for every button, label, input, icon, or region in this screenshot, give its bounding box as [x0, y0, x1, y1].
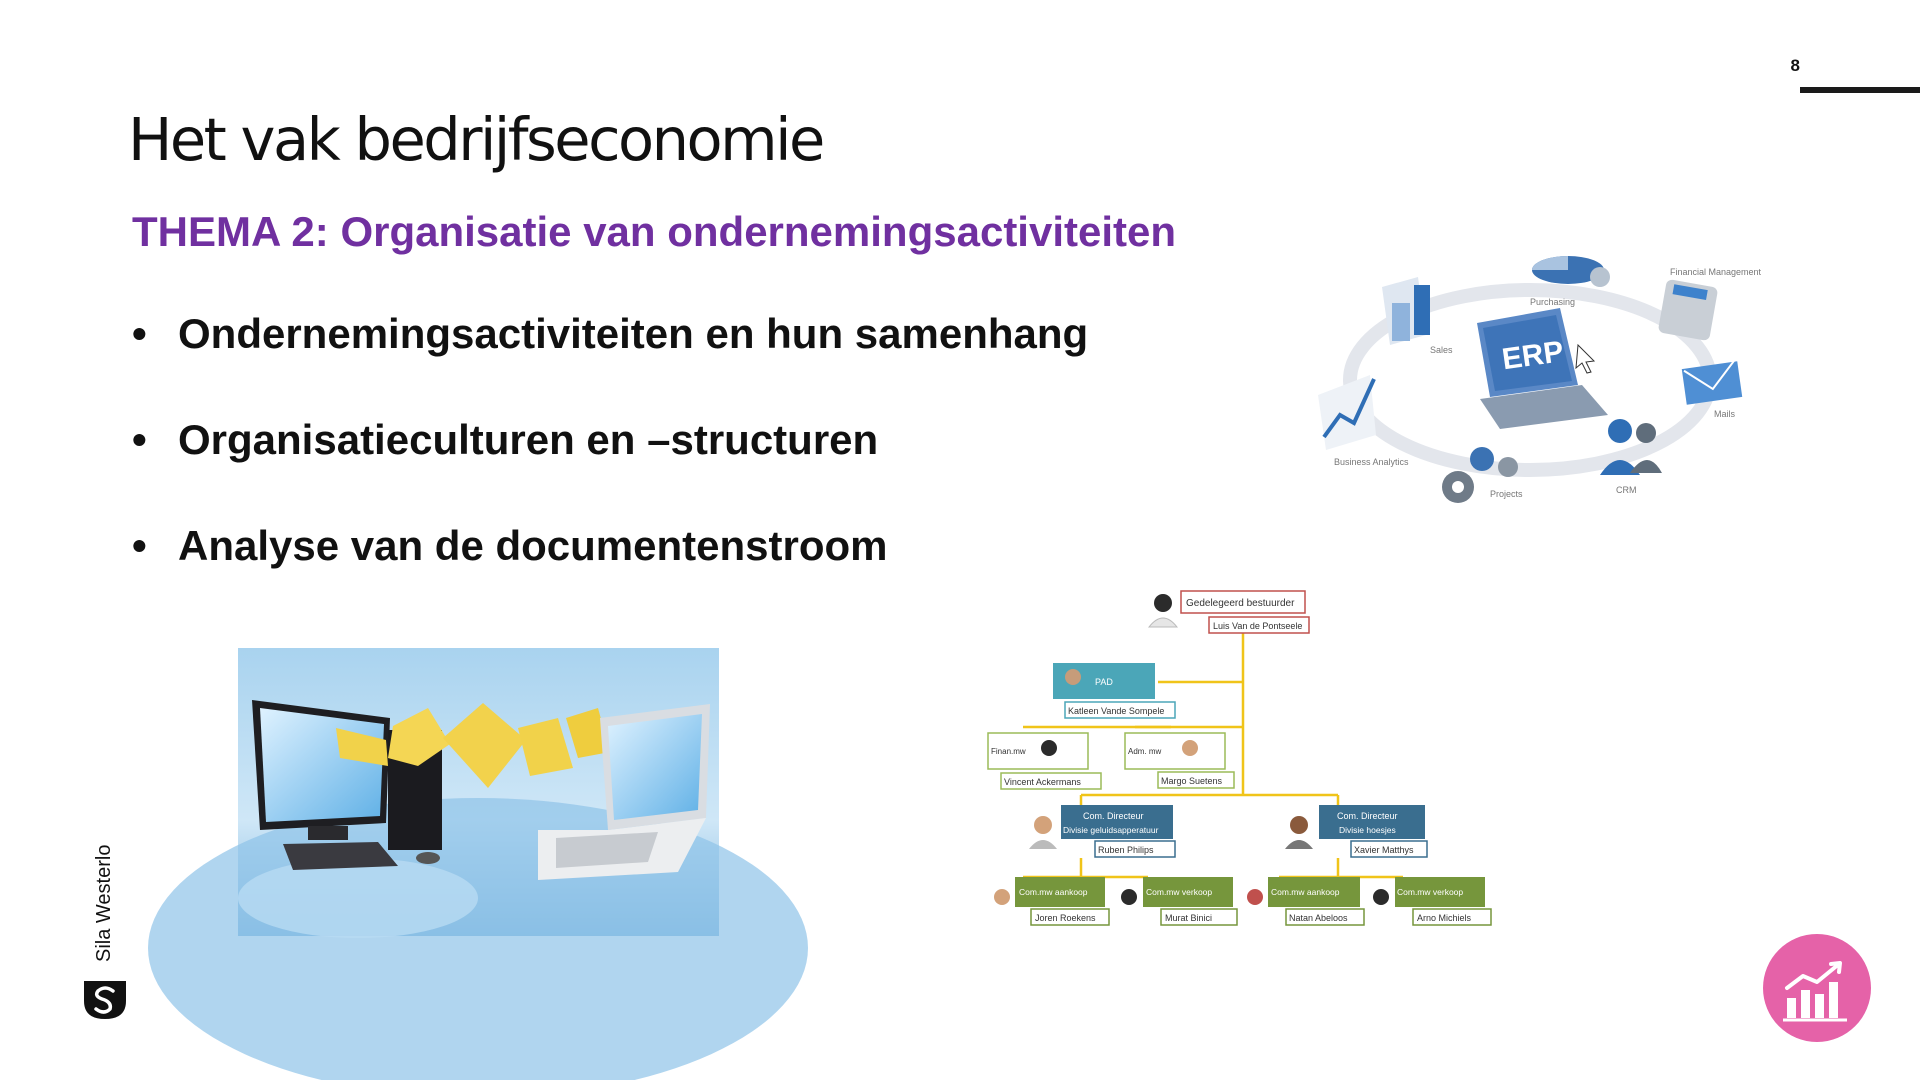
staff-avatar [994, 889, 1010, 905]
dir1-role1-text: Com. Directeur [1083, 811, 1144, 821]
staff-role-text: Com.mw aankoop [1271, 887, 1340, 897]
dir2-name-text: Xavier Matthys [1354, 845, 1414, 855]
org-chart [983, 585, 1495, 933]
finan-role-text: Finan.mw [991, 747, 1026, 756]
staff-avatar [1247, 889, 1263, 905]
top-avatar [1154, 594, 1172, 612]
bullet-dot: • [132, 522, 147, 569]
brand-logo-icon [80, 979, 130, 1021]
erp-center-label: ERP [1499, 335, 1566, 377]
staff-name-text: Natan Abeloos [1289, 913, 1348, 923]
erp-module-projects: Projects [1490, 489, 1523, 499]
globe-land [238, 858, 478, 938]
erp-module-sales: Sales [1430, 345, 1453, 355]
erp-diagram [1310, 245, 1762, 515]
page-number-rule [1800, 87, 1920, 93]
staff-avatar [1373, 889, 1389, 905]
bullet-list [132, 310, 1088, 628]
dir2-role1-text: Com. Directeur [1337, 811, 1398, 821]
bullet-item [132, 416, 1088, 522]
pad-avatar [1065, 669, 1081, 685]
purchasing-icon [1532, 256, 1610, 287]
slide-subtitle: THEMA 2: Organisatie van ondernemingsactiviteiten [132, 208, 1177, 255]
dir1-role2-text: Divisie geluidsapperatuur [1063, 825, 1159, 835]
top-role-text: Gedelegeerd bestuurder [1186, 598, 1295, 609]
pad-role-text: PAD [1095, 677, 1113, 687]
adm-name-text: Margo Suetens [1161, 776, 1223, 786]
dir1-avatar [1034, 816, 1052, 834]
dir2-role2-text: Divisie hoesjes [1339, 825, 1396, 835]
bullet-text: Organisatieculturen en –structuren [178, 416, 879, 463]
staff-name-text: Arno Michiels [1417, 913, 1472, 923]
dir1-name-text: Ruben Philips [1098, 845, 1154, 855]
file-transfer-image [238, 648, 719, 936]
chart-badge-icon [1763, 934, 1871, 1042]
bullet-text: Analyse van de documentenstroom [178, 522, 888, 569]
top-name-text: Luis Van de Pontseele [1213, 621, 1303, 631]
staff-role-text: Com.mw aankoop [1019, 887, 1088, 897]
staff-avatar [1121, 889, 1137, 905]
bullet-text: Ondernemingsactiviteiten en hun samenhang [178, 310, 1089, 357]
adm-avatar [1182, 740, 1198, 756]
bullet-item [132, 310, 1088, 416]
erp-module-financial: Financial Management [1670, 267, 1762, 277]
calculator-icon [1658, 279, 1719, 341]
slide-title: Het vak bedrijfseconomie [128, 105, 823, 174]
cursor-icon [1576, 345, 1594, 373]
dir2-avatar [1290, 816, 1308, 834]
erp-module-crm: CRM [1616, 485, 1637, 495]
sales-chart-icon [1382, 277, 1430, 345]
staff-role-text: Com.mw verkoop [1397, 887, 1464, 897]
finan-avatar [1041, 740, 1057, 756]
erp-module-purchasing: Purchasing [1530, 297, 1576, 307]
staff-role-text: Com.mw verkoop [1146, 887, 1213, 897]
bullet-dot: • [132, 310, 147, 357]
page-number: 8 [1790, 56, 1800, 75]
staff-name-text: Joren Roekens [1035, 913, 1096, 923]
finan-name-text: Vincent Ackermans [1004, 777, 1081, 787]
pad-name-text: Katleen Vande Sompele [1068, 706, 1165, 716]
side-author-label: Sila Westerlo [93, 844, 115, 962]
staff-name-text: Murat Binici [1165, 913, 1213, 923]
bullet-dot: • [132, 416, 147, 463]
erp-module-mails: Mails [1714, 409, 1736, 419]
analytics-chart-icon [1318, 375, 1376, 450]
adm-role-text: Adm. mw [1128, 747, 1162, 756]
bullet-item [132, 522, 1088, 628]
erp-module-analytics: Business Analytics [1334, 457, 1409, 467]
